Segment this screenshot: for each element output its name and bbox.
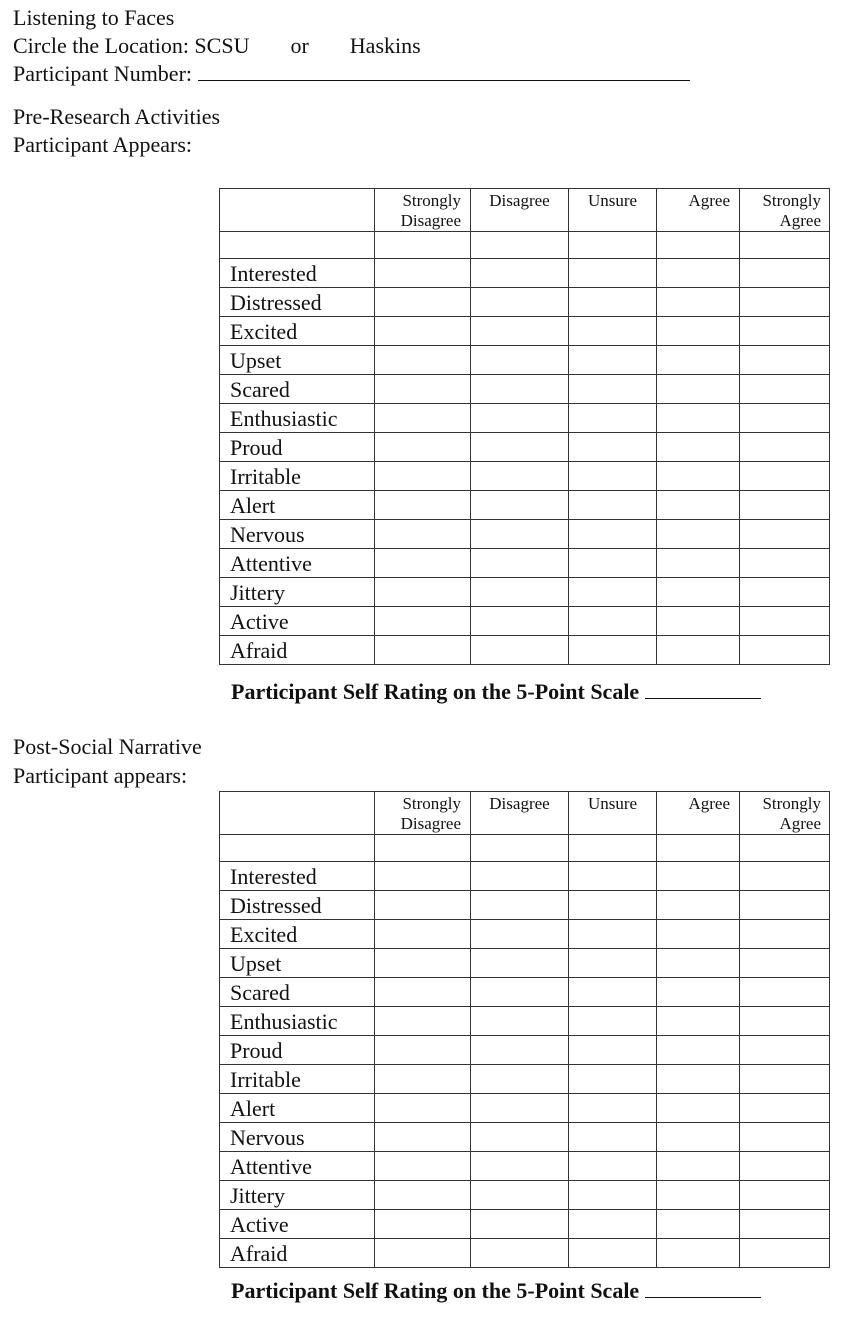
rating-cell[interactable] [471, 462, 569, 491]
rating-cell[interactable] [375, 462, 471, 491]
rating-cell[interactable] [740, 1181, 830, 1210]
column-header-line1: Strongly [402, 794, 461, 813]
spacer-cell [657, 835, 740, 862]
rating-cell[interactable] [740, 317, 830, 346]
rating-cell[interactable] [471, 862, 569, 891]
rating-cell[interactable] [375, 491, 471, 520]
rating-cell[interactable] [740, 978, 830, 1007]
rating-cell[interactable] [740, 288, 830, 317]
rating-cell[interactable] [657, 491, 740, 520]
rating-cell[interactable] [657, 1065, 740, 1094]
rating-cell[interactable] [740, 578, 830, 607]
location-or: or [290, 33, 309, 58]
rating-cell[interactable] [740, 404, 830, 433]
table-row [220, 288, 830, 317]
column-header-line2: Disagree [400, 814, 461, 833]
form-title: Listening to Faces [13, 5, 175, 30]
emotion-label: Active [220, 1210, 375, 1239]
rating-cell[interactable] [375, 862, 471, 891]
rating-cell[interactable] [569, 862, 657, 891]
post-self-rating-label: Participant Self Rating on the 5-Point Scale [231, 1278, 640, 1303]
rating-cell[interactable] [569, 520, 657, 549]
rating-cell[interactable] [569, 1007, 657, 1036]
emotion-label: Alert [220, 491, 375, 520]
column-header-line2: Agree [779, 814, 821, 833]
rating-cell[interactable] [471, 1007, 569, 1036]
table-row [220, 636, 830, 665]
table-row [220, 404, 830, 433]
rating-cell[interactable] [740, 346, 830, 375]
rating-cell[interactable] [375, 288, 471, 317]
rating-cell[interactable] [471, 1152, 569, 1181]
rating-cell[interactable] [657, 891, 740, 920]
pre-rating-table [219, 188, 830, 665]
table-row [220, 862, 830, 891]
rating-cell[interactable] [375, 1123, 471, 1152]
rating-cell[interactable] [740, 1152, 830, 1181]
rating-cell[interactable] [569, 1210, 657, 1239]
rating-cell[interactable] [471, 1181, 569, 1210]
spacer-cell [471, 835, 569, 862]
emotion-label: Irritable [220, 1065, 375, 1094]
rating-cell[interactable] [375, 317, 471, 346]
rating-cell[interactable] [657, 607, 740, 636]
column-header-line1: Strongly [762, 794, 821, 813]
rating-cell[interactable] [657, 949, 740, 978]
table-row [220, 891, 830, 920]
table-row [220, 1007, 830, 1036]
table-row [220, 462, 830, 491]
table-row [220, 1152, 830, 1181]
emotion-label: Enthusiastic [220, 404, 375, 433]
emotion-label: Proud [220, 1036, 375, 1065]
emotion-label: Jittery [220, 578, 375, 607]
table-row [220, 375, 830, 404]
rating-cell[interactable] [375, 949, 471, 978]
post-header-row [220, 792, 830, 835]
rating-cell[interactable] [569, 607, 657, 636]
rating-cell[interactable] [569, 1239, 657, 1268]
emotion-label: Distressed [220, 288, 375, 317]
spacer-cell [220, 835, 375, 862]
pre-spacer-row [220, 232, 830, 259]
rating-cell[interactable] [375, 1152, 471, 1181]
rating-cell[interactable] [569, 891, 657, 920]
emotion-label: Attentive [220, 1152, 375, 1181]
rating-cell[interactable] [740, 1239, 830, 1268]
rating-cell[interactable] [569, 259, 657, 288]
spacer-cell [375, 835, 471, 862]
rating-cell[interactable] [471, 288, 569, 317]
table-row [220, 520, 830, 549]
column-header-line1: Unsure [587, 191, 638, 210]
rating-cell[interactable] [569, 949, 657, 978]
rating-cell[interactable] [657, 1210, 740, 1239]
rating-cell[interactable] [657, 636, 740, 665]
rating-cell[interactable] [657, 578, 740, 607]
rating-cell[interactable] [657, 862, 740, 891]
header-corner-cell [220, 189, 375, 232]
rating-cell[interactable] [740, 520, 830, 549]
rating-cell[interactable] [569, 1036, 657, 1065]
rating-cell[interactable] [740, 1065, 830, 1094]
column-header-line1: Disagree [489, 794, 550, 813]
rating-cell[interactable] [569, 375, 657, 404]
table-row [220, 1210, 830, 1239]
rating-cell[interactable] [471, 317, 569, 346]
rating-cell[interactable] [657, 259, 740, 288]
table-row [220, 259, 830, 288]
rating-cell[interactable] [471, 1239, 569, 1268]
rating-cell[interactable] [471, 1065, 569, 1094]
rating-cell[interactable] [471, 949, 569, 978]
emotion-label: Interested [220, 259, 375, 288]
column-header-line1: Unsure [587, 794, 638, 813]
rating-cell[interactable] [375, 375, 471, 404]
location-line [13, 32, 421, 60]
rating-cell[interactable] [740, 949, 830, 978]
column-header-line1: Strongly [402, 191, 461, 210]
post-rating-table [219, 791, 830, 1268]
emotion-label: Irritable [220, 462, 375, 491]
emotion-label: Proud [220, 433, 375, 462]
rating-cell[interactable] [657, 1036, 740, 1065]
rating-cell[interactable] [569, 1065, 657, 1094]
rating-cell[interactable] [569, 578, 657, 607]
rating-cell[interactable] [569, 404, 657, 433]
post-spacer-row [220, 835, 830, 862]
rating-cell[interactable] [657, 1152, 740, 1181]
rating-cell[interactable] [740, 862, 830, 891]
rating-cell[interactable] [375, 1036, 471, 1065]
rating-cell[interactable] [375, 1239, 471, 1268]
column-header [657, 189, 740, 232]
rating-cell[interactable] [657, 1181, 740, 1210]
rating-cell[interactable] [657, 433, 740, 462]
spacer-cell [220, 232, 375, 259]
table-row [220, 978, 830, 1007]
rating-cell[interactable] [740, 549, 830, 578]
rating-cell[interactable] [375, 1094, 471, 1123]
table-row [220, 1094, 830, 1123]
column-header [471, 189, 569, 232]
rating-cell[interactable] [471, 259, 569, 288]
spacer-cell [569, 835, 657, 862]
participant-number-line [13, 60, 690, 88]
rating-cell[interactable] [375, 636, 471, 665]
rating-cell[interactable] [657, 1123, 740, 1152]
rating-cell[interactable] [375, 346, 471, 375]
rating-cell[interactable] [471, 520, 569, 549]
table-row [220, 1036, 830, 1065]
column-header-line1: Agree [688, 794, 730, 813]
spacer-cell [569, 232, 657, 259]
emotion-label: Jittery [220, 1181, 375, 1210]
location-option-haskins[interactable]: Haskins [349, 33, 421, 58]
table-row [220, 607, 830, 636]
rating-cell[interactable] [375, 1181, 471, 1210]
rating-cell[interactable] [569, 462, 657, 491]
column-header-line1: Agree [688, 191, 730, 210]
emotion-label: Alert [220, 1094, 375, 1123]
table-row [220, 1123, 830, 1152]
emotion-label: Attentive [220, 549, 375, 578]
emotion-label: Scared [220, 978, 375, 1007]
rating-cell[interactable] [657, 978, 740, 1007]
rating-cell[interactable] [569, 636, 657, 665]
emotion-label: Active [220, 607, 375, 636]
rating-cell[interactable] [569, 1123, 657, 1152]
pre-self-rating-label: Participant Self Rating on the 5-Point Scale [231, 679, 640, 704]
rating-cell[interactable] [375, 891, 471, 920]
column-header-line2: Disagree [400, 211, 461, 230]
emotion-label: Upset [220, 949, 375, 978]
rating-cell[interactable] [375, 578, 471, 607]
rating-cell[interactable] [569, 317, 657, 346]
rating-cell[interactable] [471, 636, 569, 665]
pre-self-rating [231, 678, 761, 706]
rating-cell[interactable] [375, 1007, 471, 1036]
spacer-cell [375, 232, 471, 259]
rating-cell[interactable] [569, 288, 657, 317]
rating-cell[interactable] [740, 607, 830, 636]
rating-cell[interactable] [657, 549, 740, 578]
rating-cell[interactable] [471, 549, 569, 578]
rating-cell[interactable] [375, 520, 471, 549]
rating-cell[interactable] [375, 978, 471, 1007]
rating-cell[interactable] [740, 375, 830, 404]
rating-cell[interactable] [657, 1007, 740, 1036]
column-header [375, 792, 471, 835]
table-row [220, 578, 830, 607]
emotion-label: Enthusiastic [220, 1007, 375, 1036]
rating-cell[interactable] [569, 1181, 657, 1210]
emotion-label: Distressed [220, 891, 375, 920]
rating-cell[interactable] [740, 1210, 830, 1239]
rating-cell[interactable] [471, 1036, 569, 1065]
table-row [220, 346, 830, 375]
rating-cell[interactable] [657, 317, 740, 346]
rating-cell[interactable] [471, 578, 569, 607]
rating-cell[interactable] [740, 1094, 830, 1123]
rating-cell[interactable] [569, 978, 657, 1007]
table-row [220, 920, 830, 949]
table-row [220, 317, 830, 346]
emotion-label: Scared [220, 375, 375, 404]
column-header [375, 189, 471, 232]
table-row [220, 549, 830, 578]
rating-cell[interactable] [740, 433, 830, 462]
rating-cell[interactable] [569, 1094, 657, 1123]
rating-cell[interactable] [471, 920, 569, 949]
rating-cell[interactable] [569, 491, 657, 520]
rating-cell[interactable] [657, 462, 740, 491]
rating-cell[interactable] [375, 1210, 471, 1239]
rating-cell[interactable] [471, 375, 569, 404]
rating-cell[interactable] [740, 491, 830, 520]
table-row [220, 1239, 830, 1268]
rating-cell[interactable] [740, 891, 830, 920]
rating-cell[interactable] [471, 891, 569, 920]
emotion-label: Afraid [220, 636, 375, 665]
rating-cell[interactable] [471, 404, 569, 433]
rating-cell[interactable] [740, 920, 830, 949]
rating-cell[interactable] [657, 288, 740, 317]
rating-cell[interactable] [471, 607, 569, 636]
table-row [220, 949, 830, 978]
post-self-rating-field[interactable] [645, 1277, 761, 1298]
rating-cell[interactable] [657, 520, 740, 549]
rating-cell[interactable] [740, 462, 830, 491]
rating-cell[interactable] [740, 636, 830, 665]
participant-number-field[interactable] [198, 60, 690, 81]
rating-cell[interactable] [569, 433, 657, 462]
rating-cell[interactable] [375, 920, 471, 949]
column-header [569, 792, 657, 835]
post-section-subheading: Participant appears: [13, 763, 188, 788]
rating-cell[interactable] [471, 491, 569, 520]
column-header [740, 189, 830, 232]
spacer-cell [740, 835, 830, 862]
rating-cell[interactable] [657, 346, 740, 375]
rating-cell[interactable] [569, 549, 657, 578]
pre-section-heading: Pre-Research Activities [13, 104, 221, 129]
rating-cell[interactable] [375, 404, 471, 433]
header-corner-cell [220, 792, 375, 835]
rating-cell[interactable] [657, 920, 740, 949]
rating-cell[interactable] [740, 1123, 830, 1152]
post-self-rating [231, 1277, 761, 1305]
location-label: Circle the Location: SCSU [13, 33, 250, 58]
rating-cell[interactable] [740, 1007, 830, 1036]
rating-cell[interactable] [375, 607, 471, 636]
column-header-line2: Agree [779, 211, 821, 230]
emotion-label: Nervous [220, 1123, 375, 1152]
column-header [569, 189, 657, 232]
pre-section-subheading: Participant Appears: [13, 132, 193, 157]
rating-cell[interactable] [657, 1094, 740, 1123]
rating-cell[interactable] [375, 1065, 471, 1094]
rating-cell[interactable] [569, 920, 657, 949]
rating-cell[interactable] [657, 1239, 740, 1268]
emotion-label: Nervous [220, 520, 375, 549]
rating-cell[interactable] [471, 1210, 569, 1239]
participant-number-label: Participant Number: [13, 61, 193, 86]
rating-cell[interactable] [740, 1036, 830, 1065]
emotion-label: Afraid [220, 1239, 375, 1268]
rating-cell[interactable] [471, 346, 569, 375]
column-header [657, 792, 740, 835]
spacer-cell [740, 232, 830, 259]
column-header [740, 792, 830, 835]
rating-cell[interactable] [471, 1123, 569, 1152]
rating-cell[interactable] [569, 346, 657, 375]
column-header-line1: Strongly [762, 191, 821, 210]
emotion-label: Upset [220, 346, 375, 375]
rating-cell[interactable] [375, 549, 471, 578]
emotion-label: Excited [220, 920, 375, 949]
emotion-label: Interested [220, 862, 375, 891]
table-row [220, 1065, 830, 1094]
table-row [220, 433, 830, 462]
pre-header-row [220, 189, 830, 232]
emotion-label: Excited [220, 317, 375, 346]
rating-cell[interactable] [471, 978, 569, 1007]
column-header-line1: Disagree [489, 191, 550, 210]
rating-cell[interactable] [657, 404, 740, 433]
spacer-cell [471, 232, 569, 259]
column-header [471, 792, 569, 835]
spacer-cell [657, 232, 740, 259]
rating-cell[interactable] [375, 433, 471, 462]
table-row [220, 1181, 830, 1210]
pre-self-rating-field[interactable] [645, 678, 761, 699]
rating-cell[interactable] [569, 1152, 657, 1181]
rating-cell[interactable] [375, 259, 471, 288]
post-section-heading: Post-Social Narrative [13, 734, 202, 759]
rating-cell[interactable] [740, 259, 830, 288]
table-row [220, 491, 830, 520]
rating-cell[interactable] [471, 1094, 569, 1123]
rating-cell[interactable] [471, 433, 569, 462]
rating-cell[interactable] [657, 375, 740, 404]
